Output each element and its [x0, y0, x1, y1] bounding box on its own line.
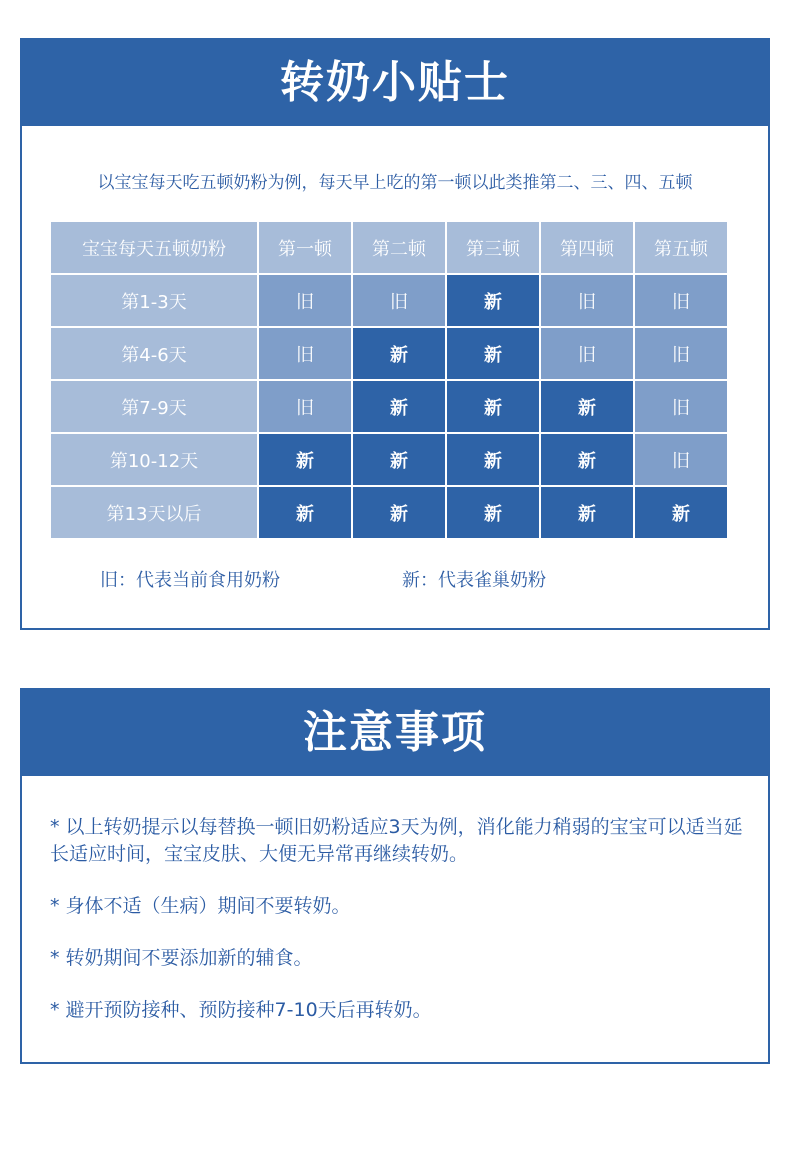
notes-list	[50, 814, 750, 1049]
note-item: * 身体不适（生病）期间不要转奶。	[50, 895, 351, 917]
table-row	[50, 380, 728, 433]
note-item: * 以上转奶提示以每替换一顿旧奶粉适应3天为例，消化能力稍弱的宝宝可以适当延长适应时间，宝宝皮肤、大便无异常再继续转奶。	[50, 816, 743, 865]
schedule-cell: 旧	[540, 327, 634, 380]
row-label: 第10-12天	[50, 433, 258, 486]
table-row	[50, 433, 728, 486]
notes-panel	[20, 688, 770, 1064]
tips-intro: 以宝宝每天吃五顿奶粉为例，每天早上吃的第一顿以此类推第二、三、四、五顿	[97, 173, 693, 193]
note-item: * 转奶期间不要添加新的辅食。	[50, 947, 313, 969]
legend-old: 旧：代表当前食用奶粉	[100, 570, 280, 591]
row-label: 第1-3天	[50, 274, 258, 327]
schedule-cell: 新	[258, 486, 352, 539]
schedule-cell: 旧	[540, 274, 634, 327]
schedule-cell: 新	[540, 380, 634, 433]
table-row	[50, 486, 728, 539]
schedule-cell: 旧	[258, 380, 352, 433]
schedule-cell: 新	[446, 380, 540, 433]
row-label: 第7-9天	[50, 380, 258, 433]
schedule-cell: 新	[352, 433, 446, 486]
schedule-cell: 新	[352, 380, 446, 433]
schedule-cell: 新	[446, 327, 540, 380]
schedule-cell: 新	[258, 433, 352, 486]
row-label: 第4-6天	[50, 327, 258, 380]
row-label: 第13天以后	[50, 486, 258, 539]
schedule-cell: 旧	[258, 327, 352, 380]
schedule-cell: 新	[446, 486, 540, 539]
table-header-row	[50, 221, 728, 274]
tips-title: 转奶小贴士	[22, 40, 768, 126]
tips-panel	[20, 38, 770, 630]
column-header: 宝宝每天五顿奶粉	[50, 221, 258, 274]
schedule-cell: 旧	[634, 380, 728, 433]
schedule-cell: 新	[446, 433, 540, 486]
table-row	[50, 274, 728, 327]
table-row	[50, 327, 728, 380]
note-item: * 避开预防接种、预防接种7-10天后再转奶。	[50, 999, 432, 1021]
schedule-cell: 新	[540, 433, 634, 486]
schedule-cell: 旧	[258, 274, 352, 327]
schedule-cell: 旧	[352, 274, 446, 327]
column-header: 第二顿	[352, 221, 446, 274]
schedule-cell: 新	[352, 486, 446, 539]
schedule-cell: 新	[540, 486, 634, 539]
schedule-cell: 旧	[634, 433, 728, 486]
column-header: 第三顿	[446, 221, 540, 274]
schedule-cell: 新	[352, 327, 446, 380]
legend-new: 新：代表雀巢奶粉	[402, 570, 546, 591]
feeding-schedule-table	[49, 220, 729, 540]
column-header: 第四顿	[540, 221, 634, 274]
schedule-cell: 旧	[634, 327, 728, 380]
schedule-cell: 新	[446, 274, 540, 327]
column-header: 第一顿	[258, 221, 352, 274]
schedule-cell: 旧	[634, 274, 728, 327]
column-header: 第五顿	[634, 221, 728, 274]
notes-title: 注意事项	[22, 690, 768, 776]
schedule-cell: 新	[634, 486, 728, 539]
